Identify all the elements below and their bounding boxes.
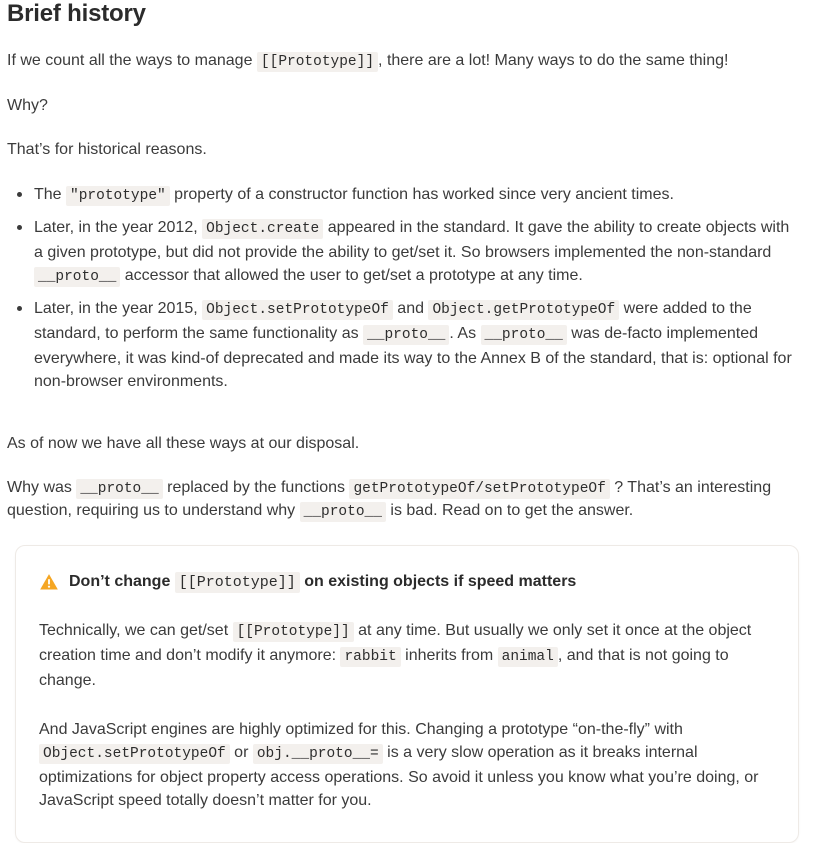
warning-text: inherits from — [400, 647, 498, 664]
list-item-text: property of a constructor function has worked since very ancient times. — [169, 186, 674, 203]
code-object-create: Object.create — [202, 219, 323, 239]
code-proto-1: __proto__ — [363, 325, 449, 345]
intro-text-before: If we count all the ways to manage — [7, 52, 257, 69]
outro-text: Why was — [7, 479, 77, 496]
list-item-text: Later, in the year 2012, — [34, 219, 203, 236]
warning-text: or — [229, 744, 253, 761]
history-bullet-list — [7, 183, 806, 393]
warning-text: at any time. But usually we only set it once at the object creation time and don’t modify it anymore: — [39, 622, 752, 664]
list-item — [34, 183, 806, 208]
list-item-text: was de-facto implemented everywhere, it was kind-of deprecated and made its way to the Annex B of the standard, that is: optional for non-browser environments. — [34, 325, 792, 390]
intro-paragraph-3: That’s for historical reasons. — [7, 141, 207, 158]
list-item-text: were added to the standard, to perform the same functionality as — [34, 300, 752, 342]
outro-text: replaced by the functions — [162, 479, 350, 496]
warning-text: And JavaScript engines are highly optimized for this. Changing a prototype “on-the-fly” with — [39, 721, 683, 738]
warning-text: is a very slow operation as it breaks internal optimizations for object property access operations. So avoid it unless you know what you’re doing, or JavaScript speed totally doesn’t matter for you. — [39, 744, 759, 809]
list-item-text: appeared in the standard. It gave the ability to create objects with a given prototype, but did not provide the ability to get/set it. So browsers implemented the non-standard — [34, 219, 790, 261]
code-setprototypeof-slow: Object.setPrototypeOf — [39, 744, 230, 764]
code-get-set-prototypeof: getPrototypeOf/setPrototypeOf — [349, 479, 609, 499]
intro-paragraph-2: Why? — [7, 97, 48, 114]
code-prototype-property: "prototype" — [66, 186, 170, 206]
spacer — [7, 415, 806, 433]
list-item-text: accessor that allowed the user to get/set a prototype at any time. — [120, 267, 583, 284]
code-proto-accessor: __proto__ — [34, 267, 120, 287]
warning-title — [69, 571, 576, 593]
warning-paragraph-2 — [39, 718, 776, 812]
code-prototype-internal: [[Prototype]] — [257, 52, 378, 72]
code-object-getprototypeof: Object.getPrototypeOf — [428, 300, 619, 320]
code-prototype-internal-warning: [[Prototype]] — [175, 572, 300, 593]
code-proto-bad: __proto__ — [300, 502, 386, 522]
intro-paragraph-1 — [7, 50, 806, 73]
warning-paragraph-1 — [39, 619, 776, 692]
page-title: Brief history — [7, 0, 146, 27]
code-object-setprototypeof: Object.setPrototypeOf — [202, 300, 393, 320]
list-item — [34, 216, 806, 289]
warning-text: , and that is not going to change. — [39, 647, 729, 689]
warning-callout-box — [15, 545, 799, 843]
warning-text: Technically, we can get/set — [39, 622, 233, 639]
list-item — [34, 297, 806, 393]
outro-paragraph-2 — [7, 477, 806, 523]
outro-paragraph-1: As of now we have all these ways at our disposal. — [7, 435, 360, 452]
code-prototype-getset: [[Prototype]] — [233, 622, 354, 642]
code-proto-replaced: __proto__ — [76, 479, 162, 499]
warning-header — [39, 571, 776, 593]
list-item-text: Later, in the year 2015, — [34, 300, 203, 317]
warning-triangle-icon — [39, 572, 59, 592]
code-animal: animal — [498, 647, 558, 667]
warning-title-text: on existing objects if speed matters — [299, 573, 577, 590]
intro-text-after: , there are a lot! Many ways to do the same thing! — [378, 52, 729, 69]
list-item-text: . As — [449, 325, 481, 342]
list-item-text: and — [392, 300, 429, 317]
code-obj-proto-assign: obj.__proto__= — [253, 744, 383, 764]
warning-title-text: Don’t change — [69, 573, 175, 590]
outro-text: ? That’s an interesting question, requiring us to understand why — [7, 479, 772, 519]
list-item-text: The — [34, 186, 67, 203]
code-proto-2: __proto__ — [481, 325, 567, 345]
outro-text: is bad. Read on to get the answer. — [385, 502, 634, 519]
code-rabbit: rabbit — [340, 647, 400, 667]
